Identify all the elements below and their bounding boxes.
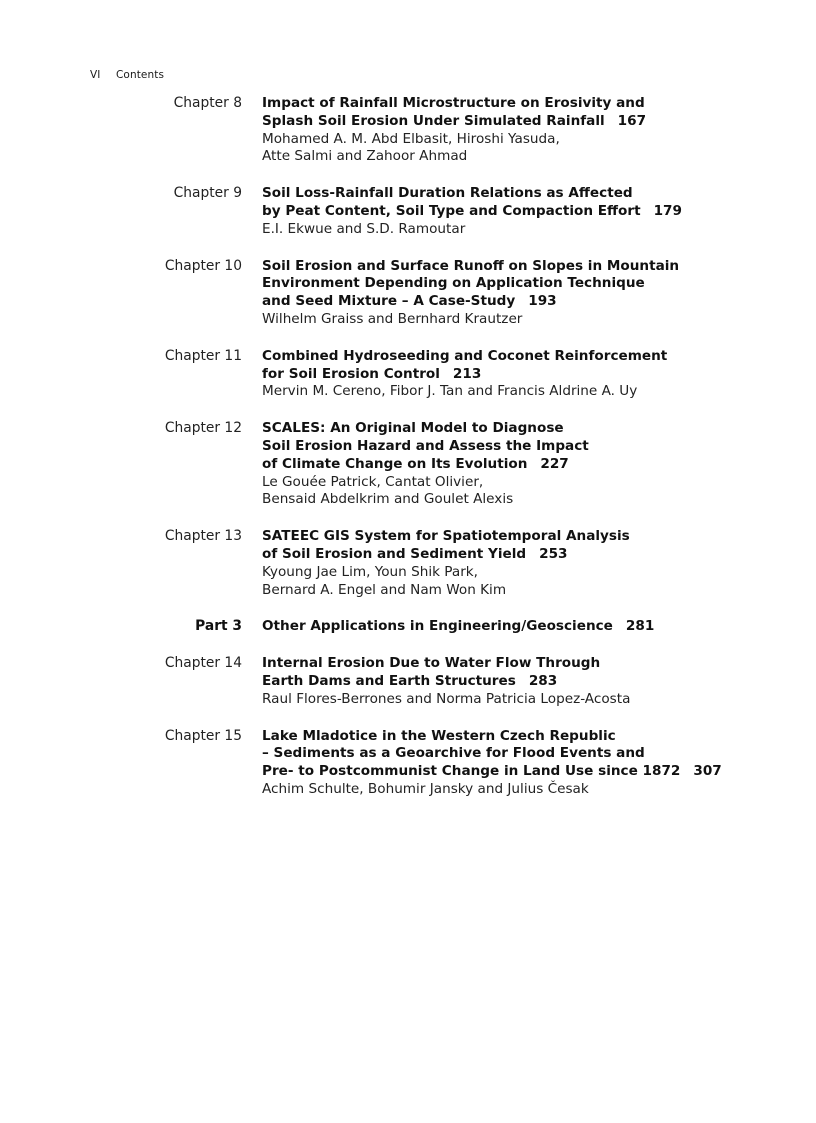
entry-title-line[interactable]	[262, 618, 732, 636]
title-text: Soil Erosion and Surface Runoff on Slopes in Mountain	[262, 257, 680, 274]
page-number-link[interactable]: 227	[540, 455, 569, 472]
page-number: VI	[90, 69, 101, 81]
entry-title-line[interactable]	[262, 113, 732, 131]
toc-chapter-entry[interactable]	[0, 348, 816, 401]
title-text: Impact of Rainfall Microstructure on Erosivity and	[262, 95, 645, 111]
entry-authors: E.I. Ekwue and S.D. Ramoutar	[262, 220, 466, 237]
toc-chapter-entry[interactable]	[0, 728, 816, 799]
entry-authors: Kyoung Jae Lim, Youn Shik Park,	[262, 563, 479, 580]
toc-chapter-entry[interactable]	[0, 420, 816, 509]
title-text: Earth Dams and Earth Structures	[262, 672, 516, 689]
chapter-label: Chapter 12	[164, 420, 242, 437]
section-title: Contents	[116, 69, 165, 81]
entry-title-line[interactable]	[262, 185, 732, 203]
title-text: of Climate Change on Its Evolution	[262, 455, 528, 472]
entry-authors: Atte Salmi and Zahoor Ahmad	[262, 148, 468, 165]
entry-content	[262, 258, 732, 329]
page-number-link[interactable]: 213	[452, 365, 482, 382]
toc-chapter-entry[interactable]	[0, 185, 816, 238]
title-text: and Seed Mixture – A Case-Study	[262, 293, 516, 310]
title-text: by Peat Content, Soil Type and Compaction Effort	[262, 202, 641, 219]
entry-title-line[interactable]	[262, 456, 732, 474]
entry-content	[262, 655, 732, 708]
page-number-link[interactable]: 193	[528, 293, 557, 310]
toc-chapter-entry[interactable]	[0, 258, 816, 329]
entry-authors: Achim Schulte, Bohumir Jansky and Julius Česak	[262, 780, 589, 797]
chapter-label: Chapter 15	[164, 727, 242, 744]
entry-title-line[interactable]	[262, 95, 732, 113]
page-number-link[interactable]: 253	[539, 545, 568, 562]
title-text: Other Applications in Engineering/Geoscience	[262, 618, 613, 635]
chapter-label: Chapter 13	[164, 528, 242, 545]
title-text: of Soil Erosion and Sediment Yield	[262, 545, 527, 562]
entry-authors: Raul Flores-Berrones and Norma Patricia Lopez-Acosta	[262, 690, 631, 707]
entry-title-line[interactable]	[262, 366, 732, 384]
entry-title-line[interactable]	[262, 203, 732, 221]
entry-content	[262, 728, 732, 799]
page-number-link[interactable]: 307	[693, 763, 722, 780]
running-head	[90, 69, 164, 81]
part-label: Part 3	[195, 618, 242, 635]
toc-chapter-entry[interactable]	[0, 95, 816, 166]
title-text: SATEEC GIS System for Spatiotemporal Analysis	[262, 528, 630, 545]
entry-title-line[interactable]	[262, 258, 732, 276]
entry-authors: Le Gouée Patrick, Cantat Olivier,	[262, 473, 484, 490]
chapter-label: Chapter 14	[164, 655, 242, 672]
page-number-link[interactable]: 283	[528, 672, 558, 689]
title-text: Lake Mladotice in the Western Czech Republic	[262, 727, 616, 744]
entry-content	[262, 95, 732, 166]
entry-title-line[interactable]	[262, 546, 732, 564]
entry-title-line[interactable]	[262, 673, 732, 691]
entry-authors: Bensaid Abdelkrim and Goulet Alexis	[262, 491, 514, 508]
entry-title-line[interactable]	[262, 655, 732, 673]
toc-chapter-entry[interactable]	[0, 655, 816, 708]
entry-authors: Bernard A. Engel and Nam Won Kim	[262, 581, 507, 598]
title-text: Internal Erosion Due to Water Flow Through	[262, 655, 601, 672]
title-text: Soil Erosion Hazard and Assess the Impact	[262, 437, 589, 454]
entry-content	[262, 185, 732, 238]
entry-title-line[interactable]	[262, 728, 732, 746]
toc-part-entry[interactable]	[0, 618, 816, 636]
title-text: Environment Depending on Application Technique	[262, 275, 645, 292]
entry-content	[262, 348, 732, 401]
title-text: SCALES: An Original Model to Diagnose	[262, 420, 564, 437]
page-number-link[interactable]: 179	[653, 202, 682, 219]
entry-title-line[interactable]	[262, 420, 732, 438]
title-text: for Soil Erosion Control	[262, 365, 440, 382]
chapter-label: Chapter 9	[173, 185, 242, 202]
entry-title-line[interactable]	[262, 438, 732, 456]
title-text: Soil Loss-Rainfall Duration Relations as Affected	[262, 185, 633, 202]
entry-content	[262, 618, 732, 636]
entry-title-line[interactable]	[262, 275, 732, 293]
chapter-label: Chapter 11	[164, 347, 242, 364]
entry-title-line[interactable]	[262, 745, 732, 763]
title-text: Splash Soil Erosion Under Simulated Rainfall	[262, 112, 605, 129]
chapter-label: Chapter 8	[173, 95, 242, 111]
entry-title-line[interactable]	[262, 763, 732, 781]
table-of-contents	[0, 95, 816, 818]
title-text: Combined Hydroseeding and Coconet Reinforcement	[262, 347, 668, 364]
entry-title-line[interactable]	[262, 293, 732, 311]
page-number-link[interactable]: 281	[625, 618, 655, 635]
entry-authors: Mervin M. Cereno, Fibor J. Tan and Francis Aldrine A. Uy	[262, 383, 638, 400]
entry-title-line[interactable]	[262, 348, 732, 366]
entry-authors: Mohamed A. M. Abd Elbasit, Hiroshi Yasuda,	[262, 130, 560, 147]
title-text: Pre- to Postcommunist Change in Land Use since 1872	[262, 763, 681, 780]
entry-title-line[interactable]	[262, 528, 732, 546]
entry-content	[262, 420, 732, 509]
toc-chapter-entry[interactable]	[0, 528, 816, 599]
page-number-link[interactable]: 167	[617, 112, 647, 129]
entry-authors: Wilhelm Graiss and Bernhard Krautzer	[262, 310, 523, 327]
entry-content	[262, 528, 732, 599]
chapter-label: Chapter 10	[164, 257, 242, 274]
title-text: – Sediments as a Geoarchive for Flood Events and	[262, 745, 645, 762]
